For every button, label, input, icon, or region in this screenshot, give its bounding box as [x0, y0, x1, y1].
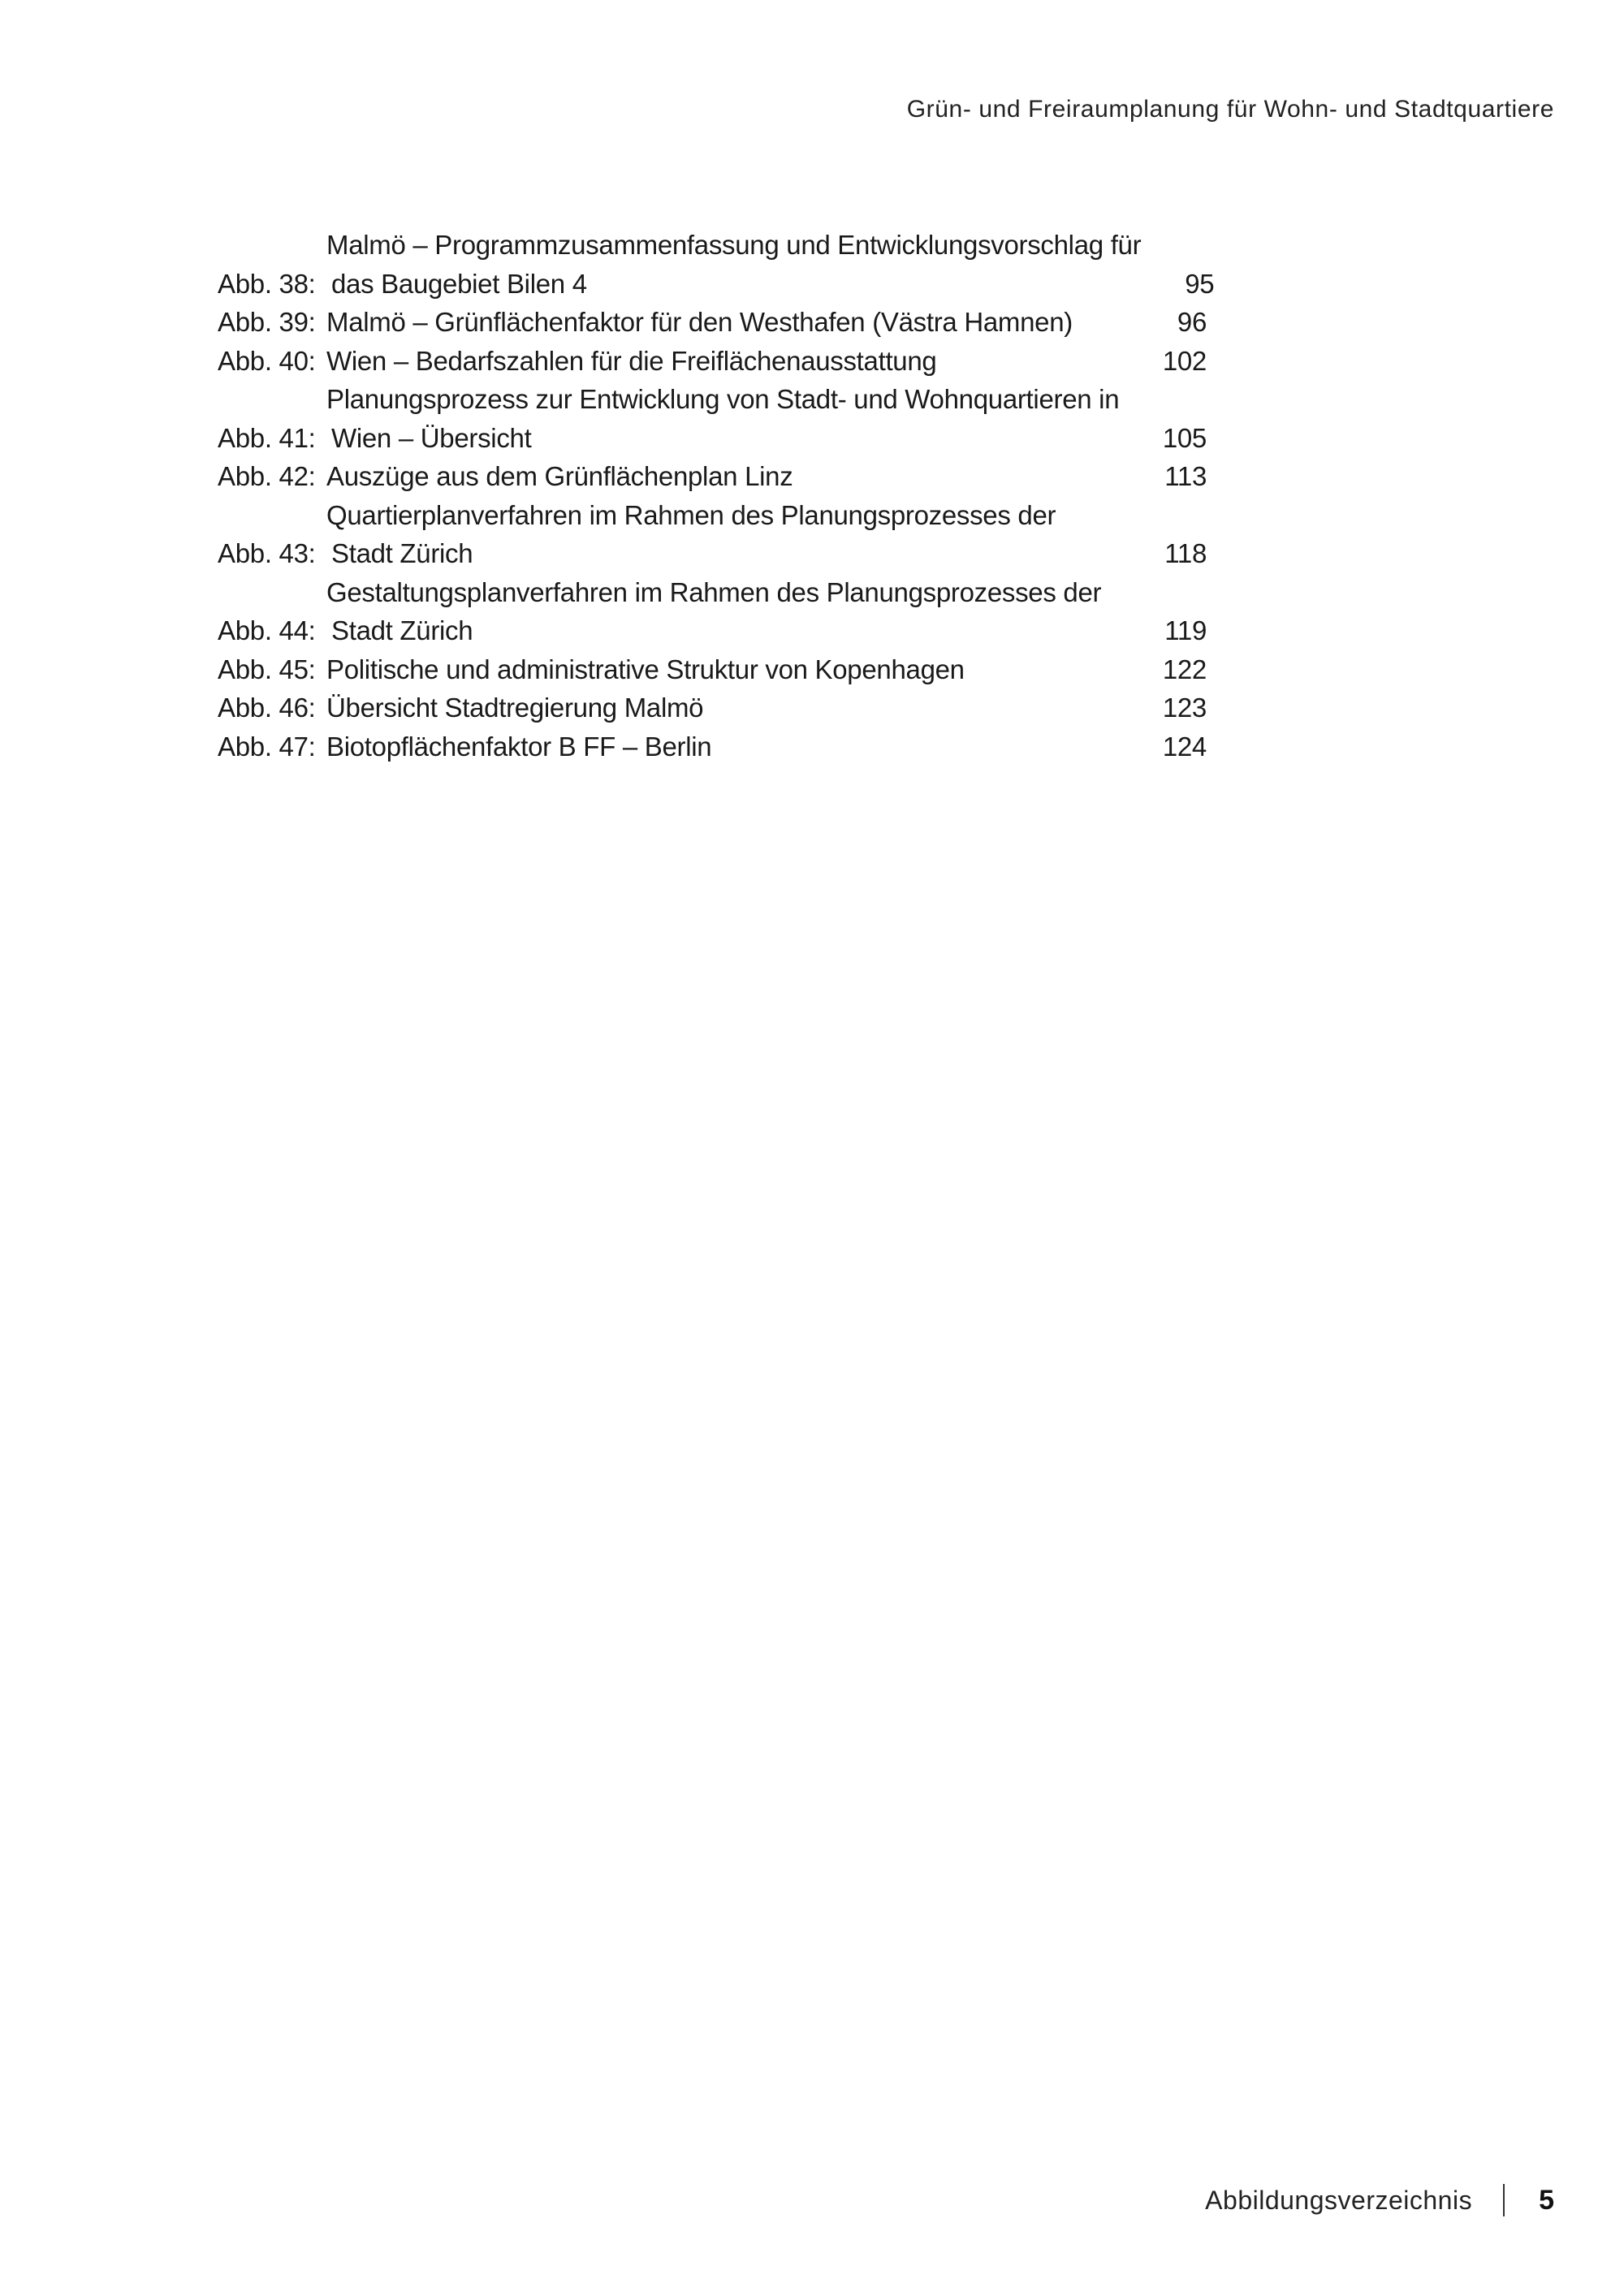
figure-label: Abb. 44:	[218, 615, 316, 645]
figure-label: Abb. 40:	[218, 345, 316, 376]
page-number: 124	[1162, 731, 1207, 762]
page-number: 113	[1164, 461, 1207, 491]
figure-title-line: Wien – Übersicht	[331, 422, 532, 453]
figure-title-line: Politische und administrative Struktur von Kopenhagen	[326, 654, 965, 684]
page-number: 96	[1177, 307, 1207, 337]
toc-entry	[218, 457, 1207, 496]
figure-title	[326, 496, 1134, 573]
toc-entry	[218, 380, 1207, 457]
figure-title-line: Übersicht Stadtregierung Malmö	[326, 693, 704, 723]
figure-title-line: Malmö – Programmzusammenfassung und Entwicklungsvorschlag für	[326, 230, 1142, 260]
page-number: 95	[1185, 268, 1215, 299]
figure-title-line: Auszüge aus dem Grünflächenplan Linz	[326, 461, 793, 491]
figure-title	[326, 380, 1134, 457]
figure-title	[326, 303, 1134, 342]
page-number: 123	[1162, 693, 1207, 723]
figure-title-line: Gestaltungsplanverfahren im Rahmen des Planungsprozesses der	[326, 576, 1102, 607]
page-number: 105	[1162, 422, 1207, 453]
page-number: 122	[1162, 654, 1207, 684]
toc-entry	[218, 226, 1215, 303]
toc-entry	[218, 303, 1207, 342]
figure-label: Abb. 39:	[218, 307, 316, 337]
toc-entry	[218, 650, 1207, 689]
toc-entry	[218, 573, 1207, 650]
figure-title-line: Stadt Zürich	[331, 538, 473, 568]
figure-title	[326, 573, 1134, 650]
figure-title-line: Planungsprozess zur Entwicklung von Stadt- und Wohnquartieren in	[326, 384, 1120, 414]
footer-divider	[1503, 2184, 1505, 2216]
figure-label: Abb. 47:	[218, 731, 316, 762]
footer-section-title: Abbildungsverzeichnis	[1205, 2185, 1473, 2215]
toc-entry	[218, 496, 1207, 573]
figure-label: Abb. 41:	[218, 422, 316, 453]
toc-entry	[218, 688, 1207, 727]
figure-list	[218, 226, 1215, 766]
figure-title-line: das Baugebiet Bilen 4	[331, 268, 587, 299]
figure-label: Abb. 45:	[218, 654, 316, 684]
figure-title	[326, 342, 1134, 381]
page-number: 118	[1164, 538, 1207, 568]
running-header: Grün- und Freiraumplanung für Wohn- und Stadtquartiere	[906, 96, 1554, 123]
page-footer	[1205, 2184, 1554, 2216]
figure-label: Abb. 38:	[218, 268, 316, 299]
toc-entry	[218, 727, 1207, 766]
figure-title-line: Quartierplanverfahren im Rahmen des Planungsprozesses der	[326, 499, 1056, 530]
figure-title-line: Wien – Bedarfszahlen für die Freiflächenausstattung	[326, 345, 937, 376]
figure-title	[326, 688, 1134, 727]
figure-label: Abb. 42:	[218, 461, 316, 491]
figure-title-line: Malmö – Grünflächenfaktor für den Westhafen (Västra Hamnen)	[326, 307, 1073, 337]
figure-title	[326, 727, 1134, 766]
figure-label: Abb. 46:	[218, 693, 316, 723]
figure-label: Abb. 43:	[218, 538, 316, 568]
page-number: 102	[1162, 345, 1207, 376]
page-number: 119	[1164, 615, 1207, 645]
figure-title	[326, 226, 1141, 303]
figure-title-line: Biotopflächenfaktor B FF – Berlin	[326, 731, 712, 762]
figure-title	[326, 650, 1134, 689]
figure-title-line: Stadt Zürich	[331, 615, 473, 645]
figure-title	[326, 457, 1134, 496]
toc-entry	[218, 342, 1207, 381]
footer-page-number: 5	[1539, 2184, 1554, 2216]
